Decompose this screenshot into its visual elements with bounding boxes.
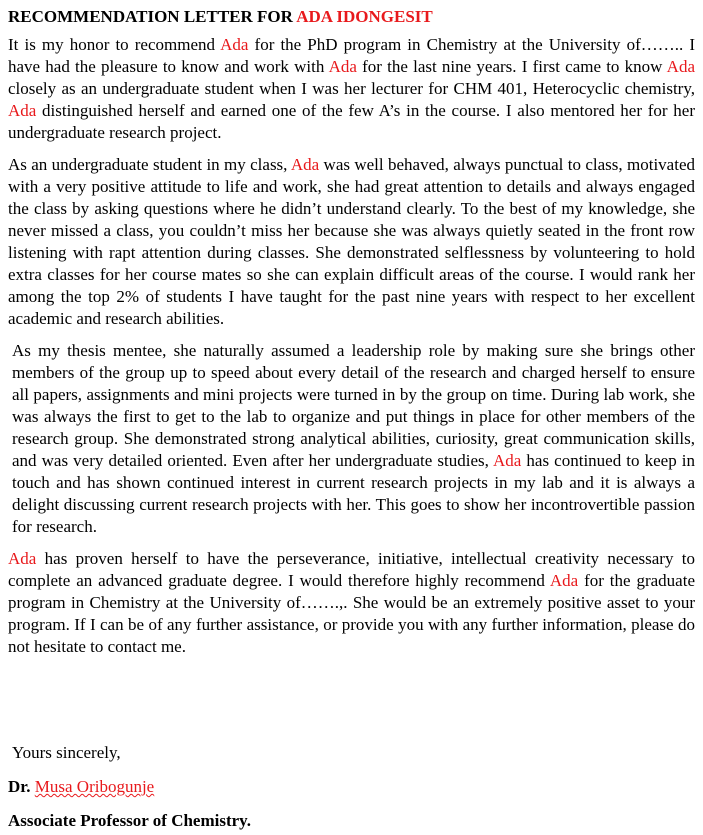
letter-body — [8, 6, 695, 668]
signer-name-line — [8, 776, 154, 798]
paragraph-text: has continued to keep in touch and has shown continued interest in current research projects in my lab and it is always a delight discussing current research projects with her. This goes to show her incontrovertible passion for research. — [12, 451, 695, 536]
paragraph-thesis-mentee — [8, 340, 695, 538]
paragraph-text: As an undergraduate student in my class, — [8, 155, 291, 174]
paragraph-student-character — [8, 154, 695, 330]
paragraph-text: was well behaved, always punctual to class, motivated with a very positive attitude to life and work, she had great attention to details and always engaged the class by asking questions where he didn’t understand clearly. To the best of my knowledge, she never missed a class, you couldn’t miss her because she was always quietly seated in the front row listening with rapt attention during classes. She demonstrated selflessness by volunteering to hold extra classes for her course mates so she can explain difficult areas of the course. I would rank her among the top 2% of students I have taught for the past nine years with respect to her excellent academic and research abilities. — [8, 155, 695, 328]
highlighted-name: Ada — [8, 101, 37, 120]
paragraph-text: for the last nine years. I first came to know — [356, 57, 667, 76]
paragraph-text: for the PhD program in Chemistry at the University of…….. I have had the pleasure to know and work with — [8, 35, 695, 76]
signer-position: Associate Professor of Chemistry. — [8, 811, 251, 830]
closing-salutation: Yours sincerely, — [12, 743, 121, 762]
highlighted-name: Ada — [666, 57, 695, 76]
paragraph-text: distinguished herself and earned one of the few A’s in the course. I also mentored her for her undergraduate research project. — [8, 101, 695, 142]
highlighted-name: Ada — [220, 35, 249, 54]
paragraph-text: As my thesis mentee, she naturally assumed a leadership role by making sure she brings other members of the group up to speed about every detail of the research and charged herself to ensure all papers, assignments and mini projects were turned in by the group on time. During lab work, she was always the first to get to the lab to organize and put things in place for other members of the research group. She demonstrated strong analytical abilities, curiosity, great communication skills, and was very detailed oriented. Even after her undergraduate studies, — [12, 341, 695, 470]
signer-name: Musa Oribogunje — [34, 777, 155, 796]
letter-title-name: ADA IDONGESIT — [296, 7, 433, 26]
paragraph-text: closely as an undergraduate student when I was her lecturer for CHM 401, Heterocyclic chemistry, — [8, 79, 695, 98]
highlighted-name: Ada — [549, 571, 579, 590]
paragraph-conclusion — [8, 548, 695, 658]
letter-title — [8, 6, 695, 28]
letter-title-prefix: RECOMMENDATION LETTER FOR — [8, 7, 297, 26]
highlighted-name: Ada — [290, 155, 320, 174]
paragraph-text: It is my honor to recommend — [8, 35, 221, 54]
highlighted-name: Ada — [493, 451, 522, 470]
paragraph-text: for the graduate program in Chemistry at the University of…….,. She would be an extremely positive asset to your program. If I can be of any further assistance, or provide you with any further information, please do not hesitate to contact me. — [8, 571, 695, 656]
paragraph-introduction — [8, 34, 695, 144]
paragraph-text: has proven herself to have the perseverance, initiative, intellectual creativity necessary to complete an advanced graduate degree. I would therefore highly recommend — [8, 549, 695, 590]
highlighted-name: Ada — [328, 57, 357, 76]
signer-title: Dr. — [8, 777, 31, 796]
highlighted-name: Ada — [8, 549, 37, 568]
